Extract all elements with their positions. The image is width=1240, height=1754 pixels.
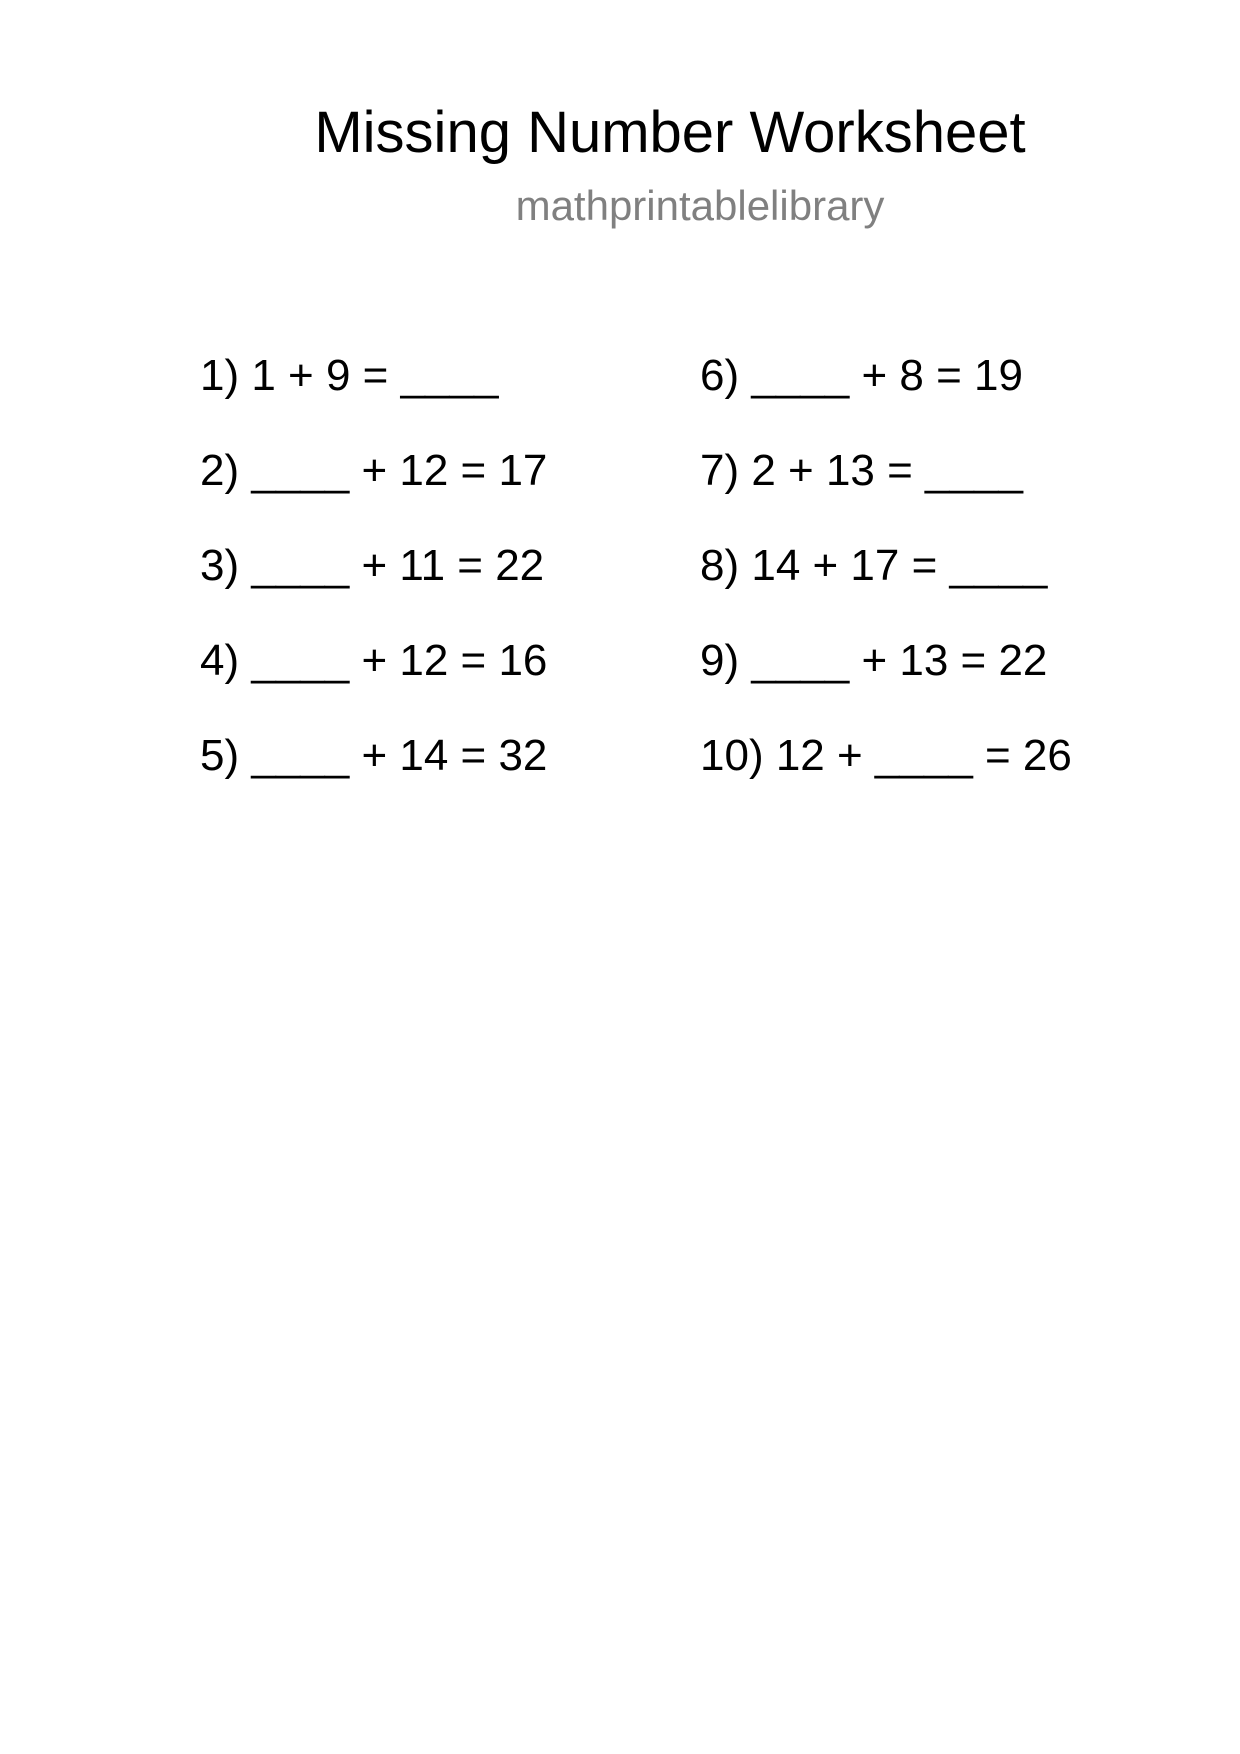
page-subtitle: mathprintablelibrary xyxy=(515,182,885,229)
problem-2: 2) ____ + 12 = 17 xyxy=(200,446,548,495)
problem-6: 6) ____ + 8 = 19 xyxy=(700,351,1023,400)
problem-5: 5) ____ + 14 = 32 xyxy=(200,731,548,780)
problems-left-column xyxy=(200,348,547,823)
problem-10: 10) 12 + ____ = 26 xyxy=(700,731,1072,780)
page-title: Missing Number Worksheet xyxy=(314,100,1026,165)
problem-8: 8) 14 + 17 = ____ xyxy=(700,541,1048,590)
problem-1: 1) 1 + 9 = ____ xyxy=(200,351,499,400)
problem-3: 3) ____ + 11 = 22 xyxy=(200,541,545,590)
problem-7: 7) 2 + 13 = ____ xyxy=(700,446,1023,495)
problems-right-column xyxy=(700,348,1072,823)
problem-4: 4) ____ + 12 = 16 xyxy=(200,636,548,685)
problem-9: 9) ____ + 13 = 22 xyxy=(700,636,1048,685)
